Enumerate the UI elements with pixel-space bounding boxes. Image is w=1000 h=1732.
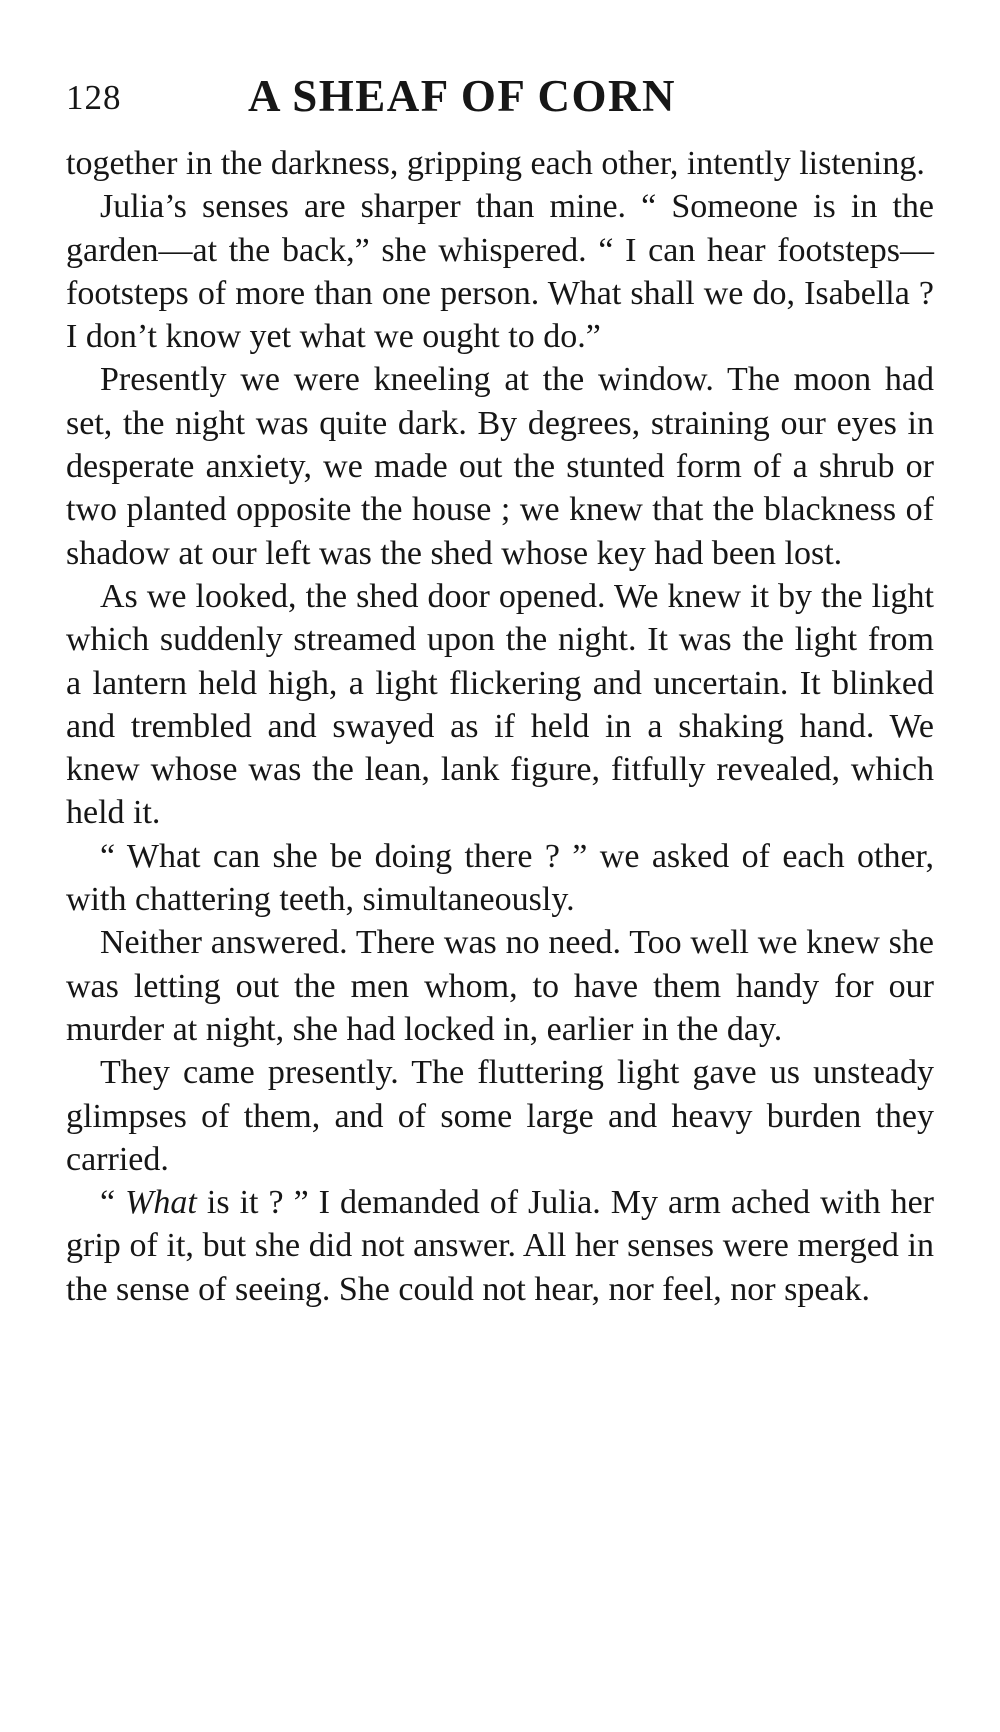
- body-text: [66, 142, 934, 1311]
- paragraph: As we looked, the shed door opened. We knew it by the light which suddenly streamed upon the night. It was the light from a lantern held high, a light flickering and uncertain. It blinked and trembled and swayed as if held in a shaking hand. We knew whose was the lean, lank figure, fitfully revealed, which held it.: [66, 577, 934, 832]
- paragraph-rest: is it ? ” I demanded of Julia. My arm ached with her grip of it, but she did not answer. All her senses were merged in the sense of seeing. She could not hear, nor feel, nor speak.: [66, 1184, 935, 1308]
- book-page: [66, 60, 934, 1311]
- paragraph: They came presently. The fluttering light gave us unsteady glimpses of them, and of some large and heavy burden they carried.: [66, 1054, 934, 1178]
- page-header: [66, 60, 934, 142]
- paragraph: Presently we were kneeling at the window. The moon had set, the night was quite dark. By degrees, straining our eyes in desperate anxiety, we made out the stunted form of a shrub or two planted opposite the house ; we knew that the blackness of shadow at our left was the shed whose key had been lost.: [66, 361, 934, 572]
- italic-word: What: [125, 1184, 197, 1222]
- page-number: 128: [66, 78, 122, 117]
- quote-open: “: [100, 1184, 126, 1222]
- paragraph: “ What can she be doing there ? ” we asked of each other, with chattering teeth, simultaneously.: [66, 837, 934, 919]
- paragraph: Neither answered. There was no need. Too well we knew she was letting out the men whom, to have them handy for our murder at night, she had locked in, earlier in the day.: [66, 924, 934, 1048]
- running-head: A SHEAF OF CORN: [248, 71, 676, 121]
- paragraph: [66, 1181, 934, 1311]
- paragraph: Julia’s senses are sharper than mine. “ Someone is in the garden—at the back,” she whispered. “ I can hear footsteps—footsteps of more than one person. What shall we do, Isabella ? I don’t know yet what we ought to do.”: [66, 188, 934, 356]
- paragraph: together in the darkness, gripping each other, intently listening.: [66, 145, 925, 182]
